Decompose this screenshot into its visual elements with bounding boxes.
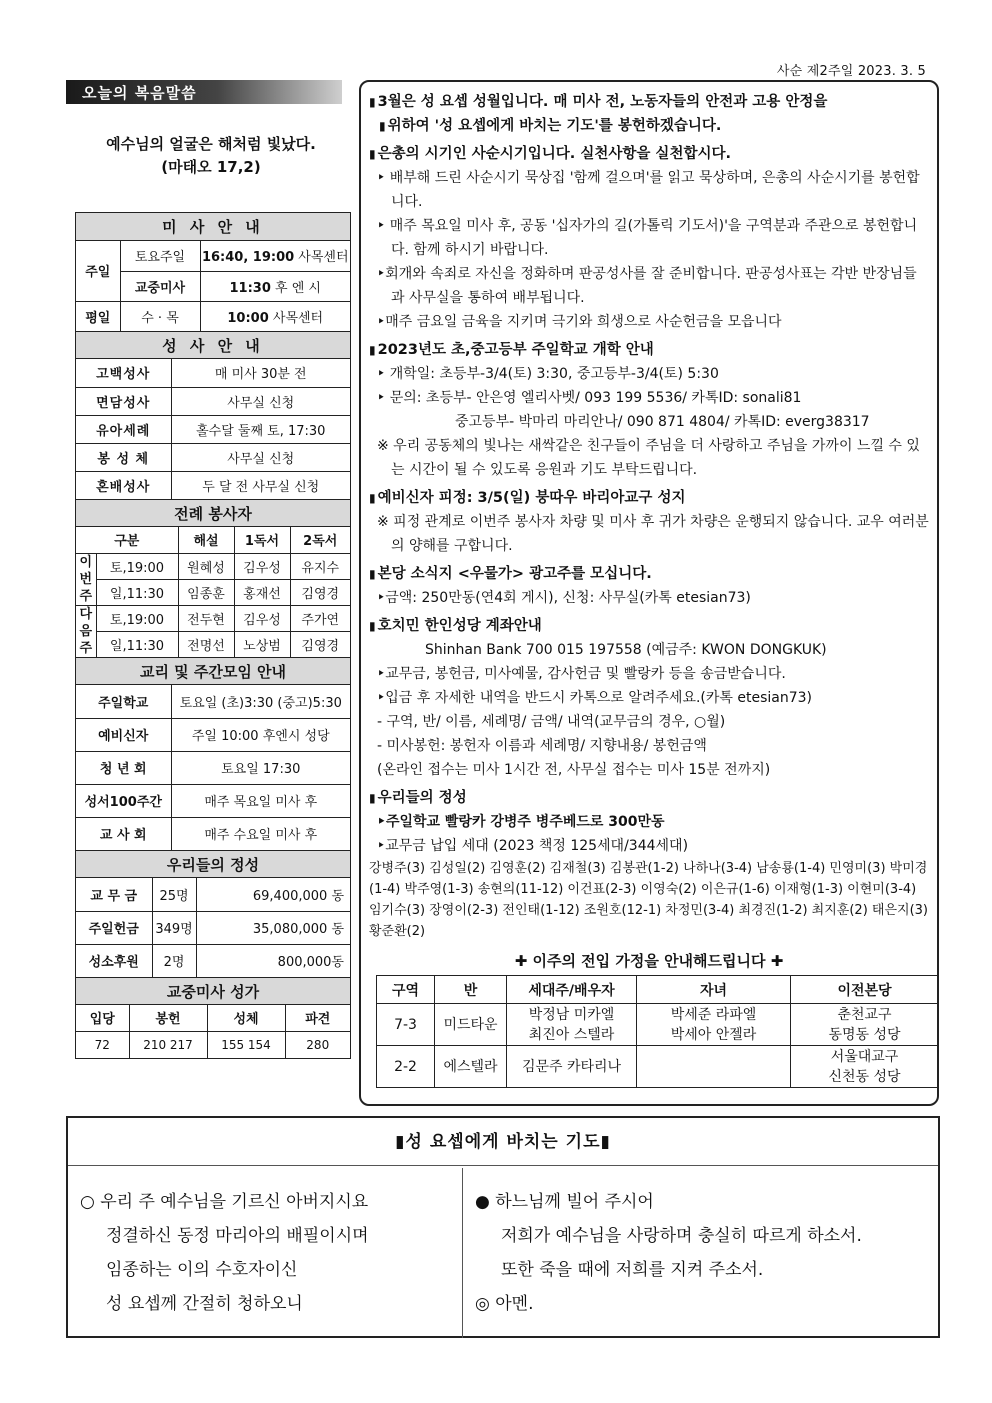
- column-header: 반: [435, 976, 507, 1004]
- table-cell: 김문주 카타리나: [507, 1046, 637, 1088]
- meetings-title: 교리 및 주간모임 안내: [76, 657, 350, 685]
- table-cell: 10:00 사목센터: [200, 301, 350, 331]
- table-cell: 토요주일: [120, 241, 200, 271]
- announcement-title: ▮ 은총의 시기인 사순시기입니다. 실천사항을 실천합시다.: [369, 142, 929, 166]
- table-cell: 매주 목요일 미사 후: [171, 784, 350, 817]
- gospel-verse: [66, 133, 356, 179]
- list-item: (온라인 접수는 미사 1시간 전, 사무실 접수는 미사 15분 전까지): [377, 762, 771, 778]
- servers-title: 전례 봉사자: [76, 499, 350, 527]
- table-cell: 박세준 라파엘 박세아 안젤라: [637, 1004, 791, 1046]
- list-item: ‣매주 금요일 금육을 지키며 극기와 희생으로 사순헌금을 모읍니다: [377, 314, 782, 330]
- table-cell: 유아세례: [76, 415, 171, 443]
- column-header: 봉헌: [129, 1005, 207, 1031]
- table-cell: 임종훈: [178, 579, 234, 605]
- column-header: 입당: [76, 1005, 129, 1031]
- prayer-line: 저희가 예수님을 사랑하며 충실히 따르게 하소서.: [501, 1226, 862, 1246]
- table-row: [76, 471, 350, 499]
- table-cell: 서울대교구 신천동 성당: [791, 1046, 939, 1088]
- table-row: [76, 443, 350, 471]
- list-item: ‣ 배부해 드린 사순시기 묵상집 '함께 걸으며'를 읽고 묵상하며, 은총의 사순시기를 봉헌합니다.: [377, 170, 920, 210]
- table-cell: 사무실 신청: [171, 443, 350, 471]
- announcement-offerings: [369, 786, 929, 942]
- prayer-box: [66, 1116, 940, 1338]
- table-row: [76, 301, 350, 331]
- table-row: [76, 944, 350, 977]
- offerings-table: [76, 878, 350, 977]
- table-cell: 토,19:00: [96, 553, 178, 579]
- prayer-line: ○ 우리 주 예수님을 기르신 아버지시요: [80, 1192, 369, 1212]
- note: ※ 우리 공동체의 빛나는 새싹같은 친구들이 주님을 더 사랑하고 주님을 가까이 느낄 수 있는 시간이 될 수 있도록 응원과 기도 부탁드립니다.: [377, 438, 920, 478]
- table-cell: 성서100주간: [76, 784, 171, 817]
- table-cell: 주일헌금: [76, 911, 152, 944]
- table-cell: 춘천교구 동명동 성당: [791, 1004, 939, 1046]
- table-row: [76, 553, 350, 579]
- table-row: [76, 631, 350, 657]
- new-families-table: [376, 975, 939, 1088]
- table-cell: 7-3: [377, 1004, 435, 1046]
- table-row: [377, 1046, 939, 1088]
- donor-names: 강병주(3) 김성일(2) 김영훈(2) 김재철(3) 김봉관(1-2) 나하나(3-4) 남송룡(1-4) 민영미(3) 박미경(1-4) 박주영(1-3) 송현의(11-12) 이건표(2-3) 이영숙(2) 이은규(1-6) 이재형(1-3) 이현미(3-4) 임기수(3) 장영이(2-3) 전인태(1-12) 조원호(12-1) 차정민(3-4) 최경진(1-2) 최지훈(2) 태은지(3) 황준환(2): [369, 861, 928, 939]
- table-row: [76, 751, 350, 784]
- table-cell: 미드타운: [435, 1004, 507, 1046]
- table-cell: 69,400,000 동: [196, 878, 350, 911]
- table-cell: 유지수: [290, 553, 350, 579]
- table-cell: 수 · 목: [120, 301, 200, 331]
- table-row: [76, 878, 350, 911]
- announcement-newsletter: [369, 562, 929, 610]
- announcement-title: ▮ 호치민 한인성당 계좌안내: [369, 614, 929, 638]
- column-header: 구분: [76, 527, 178, 553]
- table-cell: 토요일 17:30: [171, 751, 350, 784]
- list-item: ‣입금 후 자세한 내역을 반드시 카톡으로 알려주세요.(카톡 etesian73): [377, 690, 812, 706]
- announcement-title: ▮ 2023년도 초,중고등부 주일학교 개학 안내: [369, 338, 929, 362]
- table-cell: 72: [76, 1031, 129, 1058]
- table-row: [76, 387, 350, 415]
- table-cell: 155 154: [207, 1031, 285, 1058]
- table-cell: 고백성사: [76, 359, 171, 387]
- prayer-line: ◎ 아멘.: [475, 1294, 534, 1314]
- table-cell: 매주 수요일 미사 후: [171, 817, 350, 850]
- list-item: 중고등부- 박마리 마리안나/ 090 871 4804/ 카톡ID: everg38317: [455, 414, 870, 430]
- meetings-table: [76, 685, 350, 850]
- note: ※ 피정 관계로 이번주 봉사자 차량 및 미사 후 귀가 차량은 운행되지 않습니다. 교우 여러분의 양해를 구합니다.: [377, 514, 929, 554]
- table-cell: 청 년 회: [76, 751, 171, 784]
- table-cell: 11:30 후 엔 시: [200, 271, 350, 301]
- table-row: [76, 817, 350, 850]
- announcement-lent: [369, 142, 929, 334]
- table-cell: 김우성: [234, 605, 290, 631]
- announcement-title: ▮ 예비신자 피정: 3/5(일) 붕따우 바리아교구 성지: [369, 486, 929, 510]
- next-week-label: 다음주: [76, 605, 96, 657]
- column-header: 구역: [377, 976, 435, 1004]
- table-cell: 교 무 금: [76, 878, 152, 911]
- new-families-title: ✚ 이주의 전입 가정을 안내해드립니다 ✚: [514, 952, 784, 970]
- table-cell: 예비신자: [76, 718, 171, 751]
- list-item: ‣주일학교 빨랑카 강병주 병주베드로 300만동: [377, 814, 665, 830]
- announcement-title: ▮ 본당 소식지 <우물가> 광고주를 모십니다.: [369, 562, 929, 586]
- bulletin-date: 사순 제2주일 2023. 3. 5: [776, 64, 926, 79]
- table-cell: 성소후원: [76, 944, 152, 977]
- list-item: - 구역, 반/ 이름, 세례명/ 금액/ 내역(교무금의 경우, ○월): [377, 714, 726, 730]
- row-label: 주일: [76, 241, 120, 301]
- prayer-title: ▮성 요셉에게 바치는 기도▮: [68, 1118, 938, 1166]
- table-cell: 봉 성 체: [76, 443, 171, 471]
- table-cell: 25명: [152, 878, 196, 911]
- offerings-title: 우리들의 정성: [76, 850, 350, 878]
- table-cell: 전명선: [178, 631, 234, 657]
- table-cell: 면담성사: [76, 387, 171, 415]
- prayer-line: 정결하신 동정 마리아의 배필이시며: [106, 1226, 369, 1246]
- table-row: [76, 359, 350, 387]
- gospel-header: 오늘의 복음말씀: [66, 80, 342, 104]
- table-cell: 혼배성사: [76, 471, 171, 499]
- table-cell: 토요일 (초)3:30 (중고)5:30: [171, 685, 350, 718]
- table-cell: 전두현: [178, 605, 234, 631]
- list-item: ‣교무금, 봉헌금, 미사예물, 감사헌금 및 빨랑카 등을 송금받습니다.: [377, 666, 786, 682]
- column-header: 파견: [285, 1005, 350, 1031]
- list-item: ‣회개와 속죄로 자신을 정화하며 판공성사를 잘 준비합니다. 판공성사표는 각반 반장님들과 사무실을 통하여 배부됩니다.: [377, 266, 917, 306]
- column-header: 세대주/배우자: [507, 976, 637, 1004]
- column-header: 자녀: [637, 976, 791, 1004]
- table-cell: 노상범: [234, 631, 290, 657]
- announcement-title: ▮ 3월은 성 요셉 성월입니다. 매 미사 전, 노동자들의 안전과 고용 안정을: [369, 90, 929, 114]
- table-cell: 2명: [152, 944, 196, 977]
- announcement-sunday-school: [369, 338, 929, 482]
- table-cell: 원혜성: [178, 553, 234, 579]
- servers-table: [76, 527, 350, 657]
- left-info-panel: [75, 212, 351, 1059]
- table-cell: 210 217: [129, 1031, 207, 1058]
- table-cell: 두 달 전 사무실 신청: [171, 471, 350, 499]
- table-cell: 800,000동: [196, 944, 350, 977]
- table-cell: 35,080,000 동: [196, 911, 350, 944]
- hymns-title: 교중미사 성가: [76, 977, 350, 1005]
- this-week-label: 이번주: [76, 553, 96, 605]
- column-header: 해설: [178, 527, 234, 553]
- row-label: 평일: [76, 301, 120, 331]
- table-cell: 매 미사 30분 전: [171, 359, 350, 387]
- table-header-row: [76, 527, 350, 553]
- table-cell: 교중미사: [120, 271, 200, 301]
- announcement-bank: [369, 614, 929, 782]
- column-header: 성체: [207, 1005, 285, 1031]
- mass-title: 미 사 안 내: [76, 213, 350, 241]
- prayer-line: 또한 죽을 때에 저희를 지켜 주소서.: [501, 1260, 764, 1280]
- table-cell: 교 사 회: [76, 817, 171, 850]
- prayer-line: 성 요셉께 간절히 청하오니: [106, 1294, 303, 1314]
- hymns-table: [76, 1005, 350, 1058]
- table-cell: 349명: [152, 911, 196, 944]
- table-row: [76, 911, 350, 944]
- table-row: [76, 685, 350, 718]
- table-cell: 주일 10:00 후엔시 성당: [171, 718, 350, 751]
- gospel-line: 예수님의 얼굴은 해처럼 빛났다.: [106, 135, 316, 153]
- table-cell: 박정남 미카엘 최진아 스텔라: [507, 1004, 637, 1046]
- sacraments-title: 성 사 안 내: [76, 331, 350, 359]
- table-cell: 주가연: [290, 605, 350, 631]
- table-cell: 주일학교: [76, 685, 171, 718]
- table-cell: 사무실 신청: [171, 387, 350, 415]
- table-row: [377, 1004, 939, 1046]
- list-item: ‣교무금 납입 세대 (2023 책정 125세대/344세대): [377, 838, 689, 854]
- announcements-panel: [359, 80, 939, 1106]
- prayer-line: 임종하는 이의 수호자이신: [106, 1260, 298, 1280]
- table-header-row: [76, 1005, 350, 1031]
- list-item: ‣ 개학일: 초등부-3/4(토) 3:30, 중고등부-3/4(토) 5:30: [377, 366, 719, 382]
- gospel-reference: (마태오 17,2): [161, 158, 261, 176]
- table-cell: 김영경: [290, 579, 350, 605]
- table-cell: 일,11:30: [96, 631, 178, 657]
- table-row: [76, 605, 350, 631]
- bank-account: Shinhan Bank 700 015 197558 (예금주: KWON DONGKUK): [425, 642, 827, 658]
- list-item: - 미사봉헌: 봉헌자 이름과 세례명/ 지향내용/ 봉헌금액: [377, 738, 707, 754]
- column-header: 2독서: [290, 527, 350, 553]
- table-cell: 김영경: [290, 631, 350, 657]
- table-header-row: [377, 976, 939, 1004]
- sacraments-table: [76, 359, 350, 499]
- announcement-st-joseph: [369, 90, 929, 138]
- table-row: [76, 784, 350, 817]
- mass-table: [76, 241, 350, 331]
- list-item: ‣ 문의: 초등부- 안은영 엘리사벳/ 093 199 5536/ 카톡ID: sonali81: [377, 390, 802, 406]
- list-item: ‣ 매주 목요일 미사 후, 공동 '십자가의 길(가톨릭 기도서)'을 구역분과 주관으로 봉헌합니다. 함께 하시기 바랍니다.: [377, 218, 918, 258]
- table-row: [76, 415, 350, 443]
- table-cell: 홀수달 둘째 토, 17:30: [171, 415, 350, 443]
- table-cell: 2-2: [377, 1046, 435, 1088]
- table-row: [76, 241, 350, 271]
- prayer-left-column: [80, 1168, 455, 1338]
- column-header: 이전본당: [791, 976, 939, 1004]
- table-row: [76, 579, 350, 605]
- announcement-title-cont: ▮ 위하여 '성 요셉에게 바치는 기도'를 봉헌하겠습니다.: [369, 114, 929, 138]
- column-header: 1독서: [234, 527, 290, 553]
- announcement-retreat: [369, 486, 929, 558]
- table-row: [76, 1031, 350, 1058]
- table-cell: 김우성: [234, 553, 290, 579]
- table-cell: 일,11:30: [96, 579, 178, 605]
- announcement-title: ▮ 우리들의 정성: [369, 786, 929, 810]
- list-item: ‣금액: 250만동(연4회 게시), 신청: 사무실(카톡 etesian73): [377, 590, 751, 606]
- table-cell: 280: [285, 1031, 350, 1058]
- table-cell: 에스텔라: [435, 1046, 507, 1088]
- table-cell: 홍재선: [234, 579, 290, 605]
- prayer-line: ● 하느님께 빌어 주시어: [475, 1192, 654, 1212]
- table-row: [76, 718, 350, 751]
- table-cell: [637, 1046, 791, 1088]
- table-cell: 16:40, 19:00 사목센터: [200, 241, 350, 271]
- prayer-right-column: [462, 1168, 936, 1338]
- table-cell: 토,19:00: [96, 605, 178, 631]
